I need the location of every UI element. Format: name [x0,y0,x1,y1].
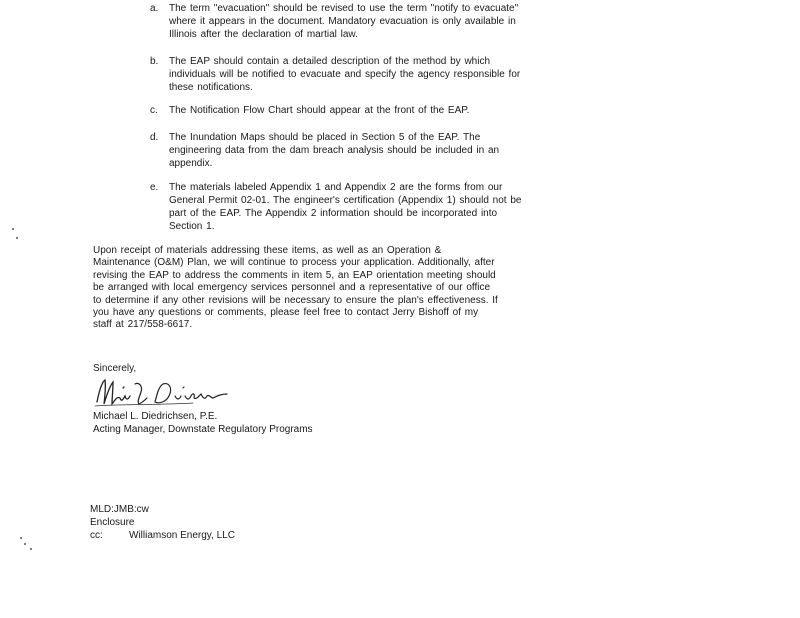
cc-recipient: Williamson Energy, LLC [129,530,235,541]
list-item [150,2,530,41]
list-marker: c. [150,105,158,116]
reference-initials: MLD:JMB:cw [90,504,149,515]
list-item [150,181,530,233]
list-marker: e. [150,182,159,193]
list-marker: a. [150,3,159,14]
list-marker: d. [150,132,159,143]
closing-paragraph: Upon receipt of materials addressing these items, as well as an Operation & Maintenance (O&M) Plan, we will continue to process your application. Additionally, after revising the EAP to address the comments in item 5, an EAP orientation meeting should be arranged with local emergency services personnel and a representative of our office to determine if any other revisions will be necessary to ensure the plan's effectiveness. If you have any questions or comments, please feel free to contact Jerry Bishoff of my staff at 217/558-6617. [93,245,498,331]
list-item-text: The Notification Flow Chart should appear at the front of the EAP. [169,105,470,116]
scan-speck [24,543,26,545]
list-item-text: The materials labeled Appendix 1 and Appendix 2 are the forms from our General Permit 02-01. The engineer's certification (Appendix 1) should not be part of the EAP. The Appendix 2 information should be incorporated into Section 1. [169,182,522,232]
scan-speck [12,228,14,230]
cc-label: cc: [90,530,103,541]
scan-speck [16,237,18,239]
list-item-text: The EAP should contain a detailed description of the method by which individuals will be notified to evacuate and specify the agency responsible for these notifications. [169,56,521,93]
signer-title: Acting Manager, Downstate Regulatory Programs [93,424,313,435]
handwritten-signature [93,374,233,410]
list-item [150,55,530,94]
signer-name: Michael L. Diedrichsen, P.E. [93,411,218,422]
enclosure-note: Enclosure [90,517,135,528]
scan-speck [30,548,32,550]
list-item [150,104,530,117]
list-item-text: The term "evacuation" should be revised to use the term "notify to evacuate" where it appears in the document. Mandatory evacuation is only available in Illinois after the declaration of martial law. [169,3,519,40]
list-item-text: The Inundation Maps should be placed in Section 5 of the EAP. The engineering data from the dam breach analysis should be included in an appendix. [169,132,500,169]
salutation: Sincerely, [93,363,137,374]
scan-speck [20,537,22,539]
list-marker: b. [150,56,159,67]
list-item [150,131,530,170]
